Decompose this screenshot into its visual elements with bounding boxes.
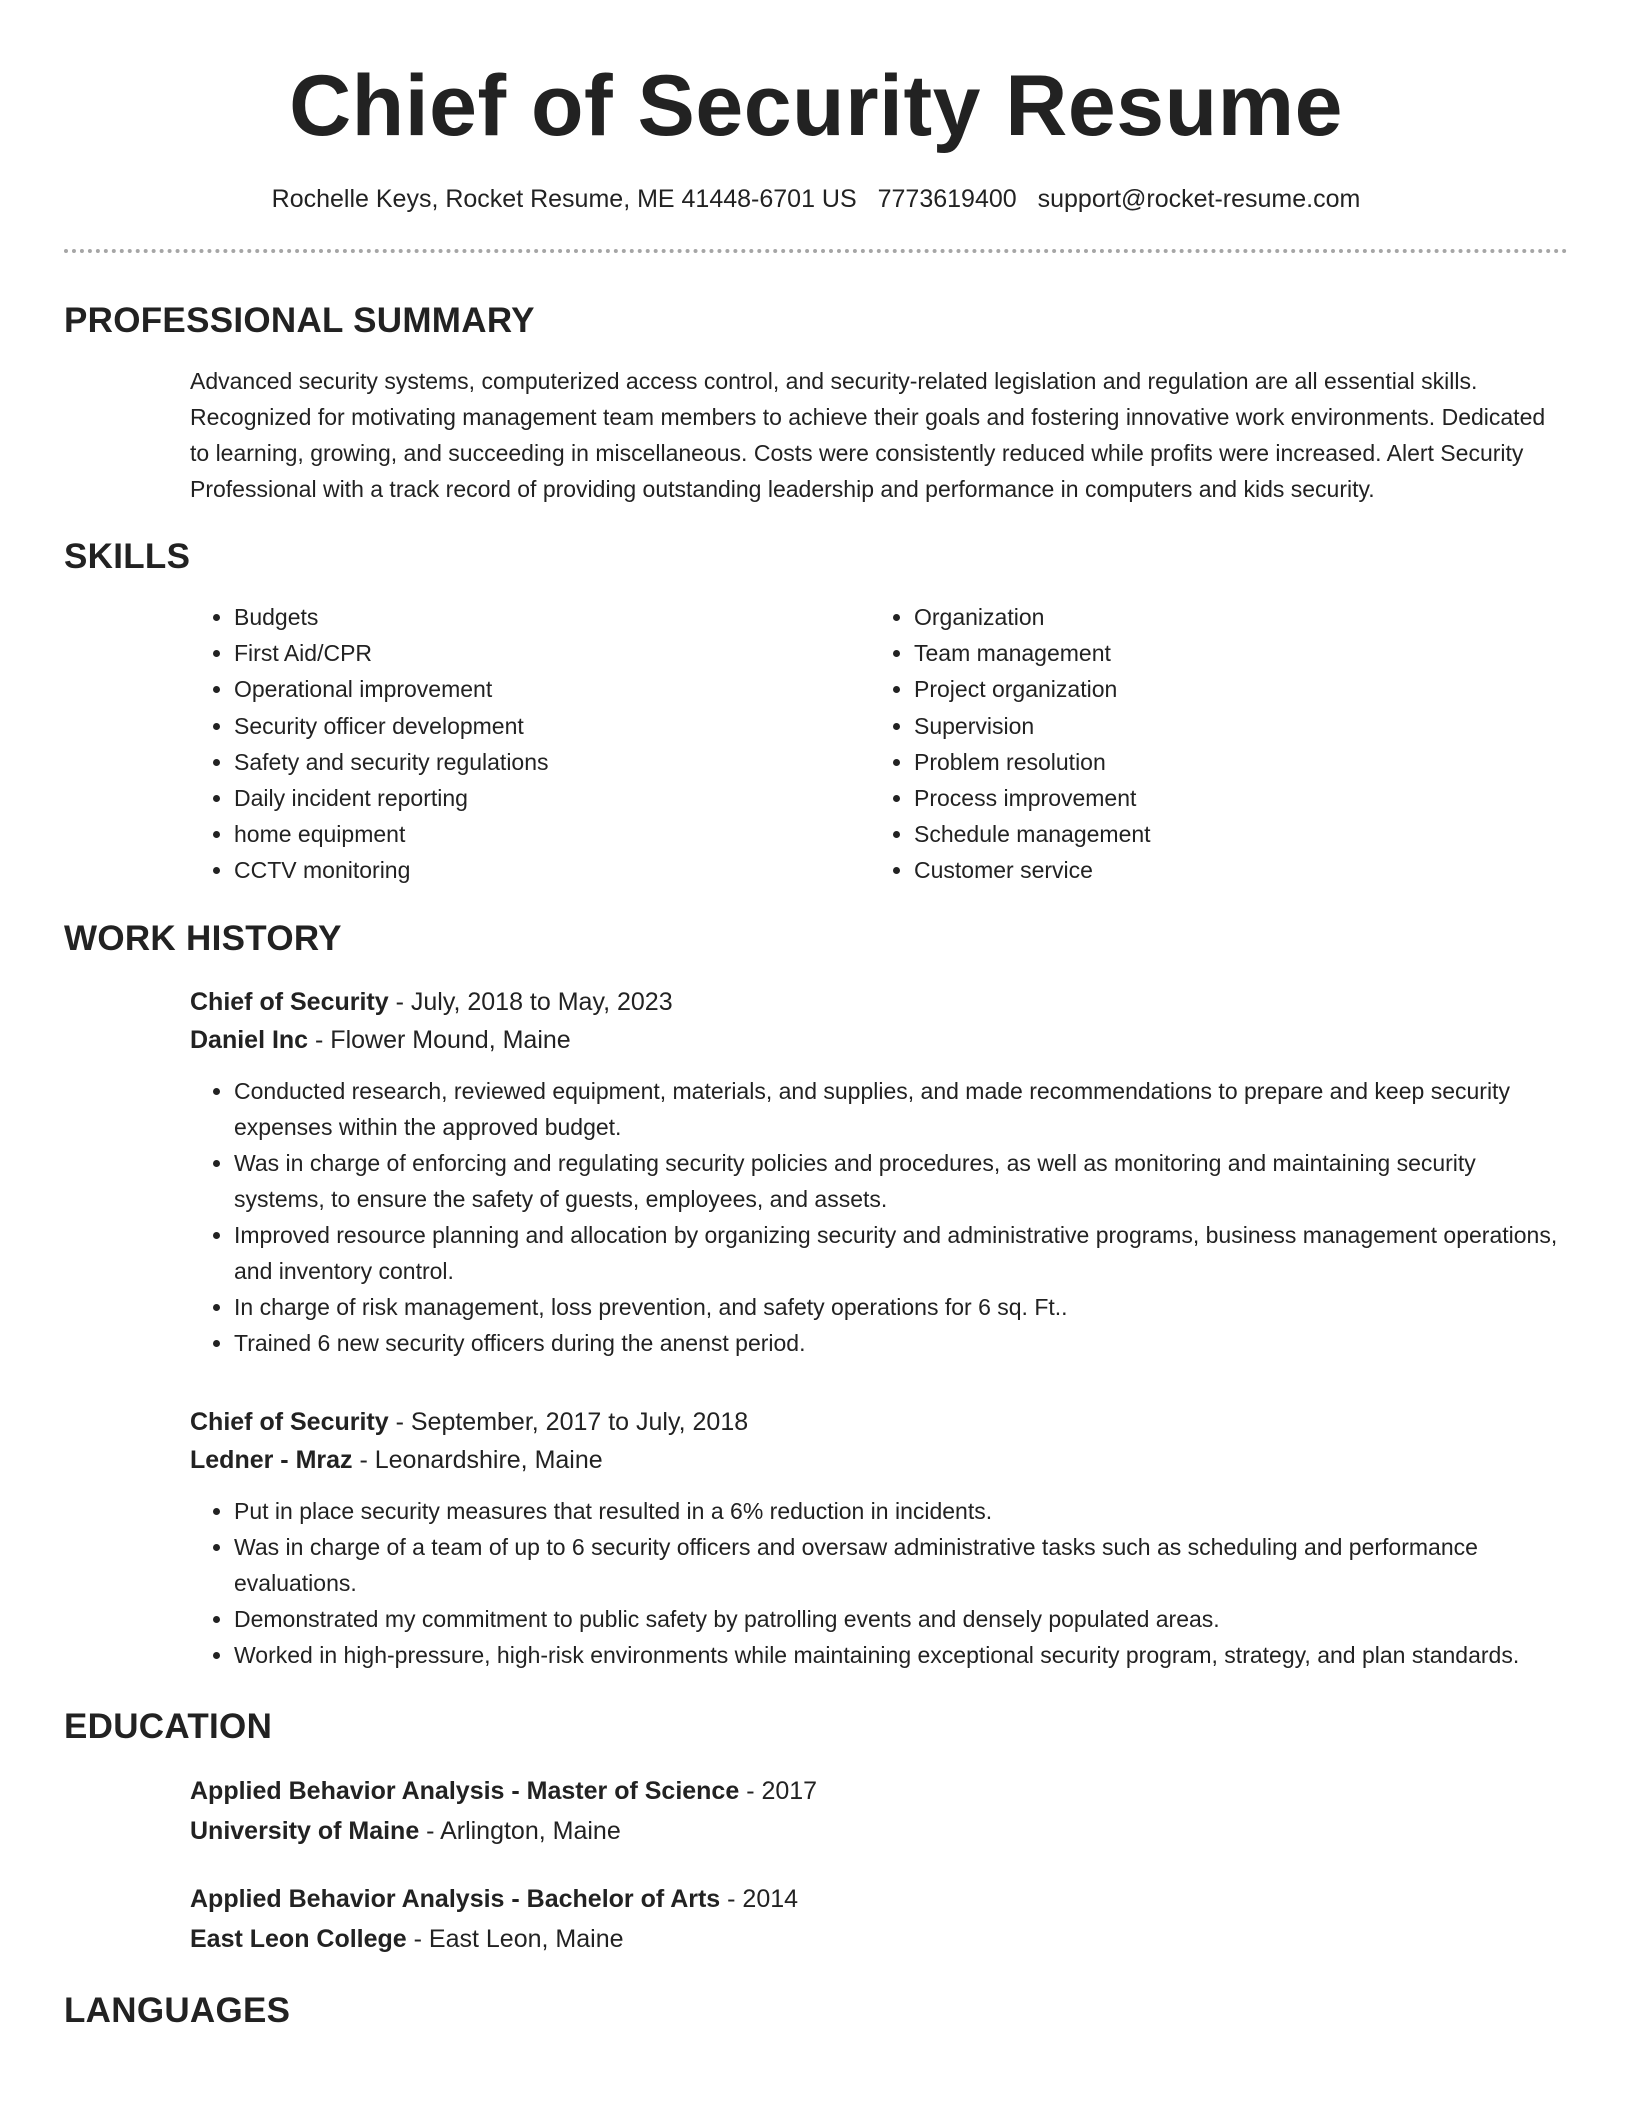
skills-list-right [870, 599, 1550, 889]
job-bullet: • Improved resource planning and allocation by organizing security and administrative programs, business management operations, and inventory control. [234, 1217, 1568, 1289]
education-school-line [190, 1919, 1568, 1959]
header-divider [64, 249, 1568, 253]
skill-item: • Process improvement [914, 780, 1550, 816]
skills-columns [190, 599, 1568, 889]
skill-item: • Project organization [914, 671, 1550, 707]
skill-item: • Safety and security regulations [234, 744, 870, 780]
education-entry [190, 1771, 1568, 1851]
skill-item: • home equipment [234, 816, 870, 852]
job-bullets [190, 1073, 1568, 1361]
job-title-line [190, 1403, 1568, 1441]
education-degree: Applied Behavior Analysis - Master of Science [190, 1776, 740, 1805]
skill-item: • Problem resolution [914, 744, 1550, 780]
job-bullet: • Put in place security measures that resulted in a 6% reduction in incidents. [234, 1493, 1568, 1529]
section-title-education: EDUCATION [64, 1706, 273, 1746]
job-bullet: • In charge of risk management, loss prevention, and safety operations for 6 sq. Ft.. [234, 1289, 1568, 1325]
job-bullet: • Trained 6 new security officers during the anenst period. [234, 1325, 1568, 1361]
skill-item: • Security officer development [234, 708, 870, 744]
job-location: - Leonardshire, Maine [352, 1445, 603, 1474]
contact-line [64, 182, 1568, 216]
skills-list-left [190, 599, 870, 889]
job-title: Chief of Security [190, 1407, 389, 1436]
education-degree-line [190, 1879, 1568, 1919]
section-title-work-history: WORK HISTORY [64, 918, 342, 958]
summary-text: Advanced security systems, computerized access control, and security-related legislation and regulation are all essential skills. Recognized for motivating management team members to achieve their goals and fostering innovative work environments. Dedicated to learning, growing, and succeeding in miscellaneous. Costs were consistently reduced while profits were increased. Alert Security Professional with a track record of providing outstanding leadership and performance in computers and kids security. [190, 368, 1546, 502]
job-location: - Flower Mound, Maine [308, 1025, 571, 1054]
education-location: - East Leon, Maine [406, 1924, 624, 1953]
education-school-line [190, 1811, 1568, 1851]
education-school: University of Maine [190, 1816, 420, 1845]
job-entry [190, 1403, 1568, 1673]
education-location: - Arlington, Maine [419, 1816, 621, 1845]
job-company-line [190, 1021, 1568, 1059]
contact-phone: 7773619400 [877, 185, 1017, 213]
skill-item: • Customer service [914, 852, 1550, 888]
section-title-summary: PROFESSIONAL SUMMARY [64, 301, 535, 340]
resume-title: Chief of Security Resume [289, 58, 1343, 154]
section-title-skills: SKILLS [64, 537, 191, 576]
skill-item: • Organization [914, 599, 1550, 635]
education-year: - 2017 [739, 1776, 818, 1805]
job-dates: - September, 2017 to July, 2018 [388, 1407, 749, 1436]
job-company: Daniel Inc [190, 1025, 309, 1054]
job-title-line [190, 983, 1568, 1021]
job-bullets [190, 1493, 1568, 1673]
education-degree: Applied Behavior Analysis - Bachelor of Arts [190, 1884, 721, 1913]
education-entry [190, 1879, 1568, 1959]
skill-item: • CCTV monitoring [234, 852, 870, 888]
job-bullet: • Was in charge of a team of up to 6 security officers and oversaw administrative tasks such as scheduling and performance evaluations. [234, 1529, 1568, 1601]
contact-address: Rochelle Keys, Rocket Resume, ME 41448-6701 US [271, 185, 857, 213]
job-company: Ledner - Mraz [190, 1445, 353, 1474]
skill-item: • First Aid/CPR [234, 635, 870, 671]
job-bullet: • Was in charge of enforcing and regulating security policies and procedures, as well as monitoring and maintaining security systems, to ensure the safety of guests, employees, and assets. [234, 1145, 1568, 1217]
job-bullet: • Worked in high-pressure, high-risk environments while maintaining exceptional security program, strategy, and plan standards. [234, 1637, 1568, 1673]
contact-email: support@rocket-resume.com [1037, 185, 1361, 213]
job-company-line [190, 1441, 1568, 1479]
skill-item: • Team management [914, 635, 1550, 671]
skill-item: • Supervision [914, 708, 1550, 744]
education-year: - 2014 [720, 1884, 799, 1913]
job-title: Chief of Security [190, 987, 389, 1016]
job-bullet: • Demonstrated my commitment to public safety by patrolling events and densely populated areas. [234, 1601, 1568, 1637]
job-dates: - July, 2018 to May, 2023 [388, 987, 673, 1016]
job-bullet: • Conducted research, reviewed equipment, materials, and supplies, and made recommendations to prepare and keep security expenses within the approved budget. [234, 1073, 1568, 1145]
section-title-languages: LANGUAGES [64, 1990, 291, 2030]
skill-item: • Schedule management [914, 816, 1550, 852]
skill-item: • Operational improvement [234, 671, 870, 707]
job-entry [190, 983, 1568, 1361]
skill-item: • Budgets [234, 599, 870, 635]
education-school: East Leon College [190, 1924, 407, 1953]
resume-page [64, 0, 1568, 2033]
skill-item: • Daily incident reporting [234, 780, 870, 816]
education-degree-line [190, 1771, 1568, 1811]
